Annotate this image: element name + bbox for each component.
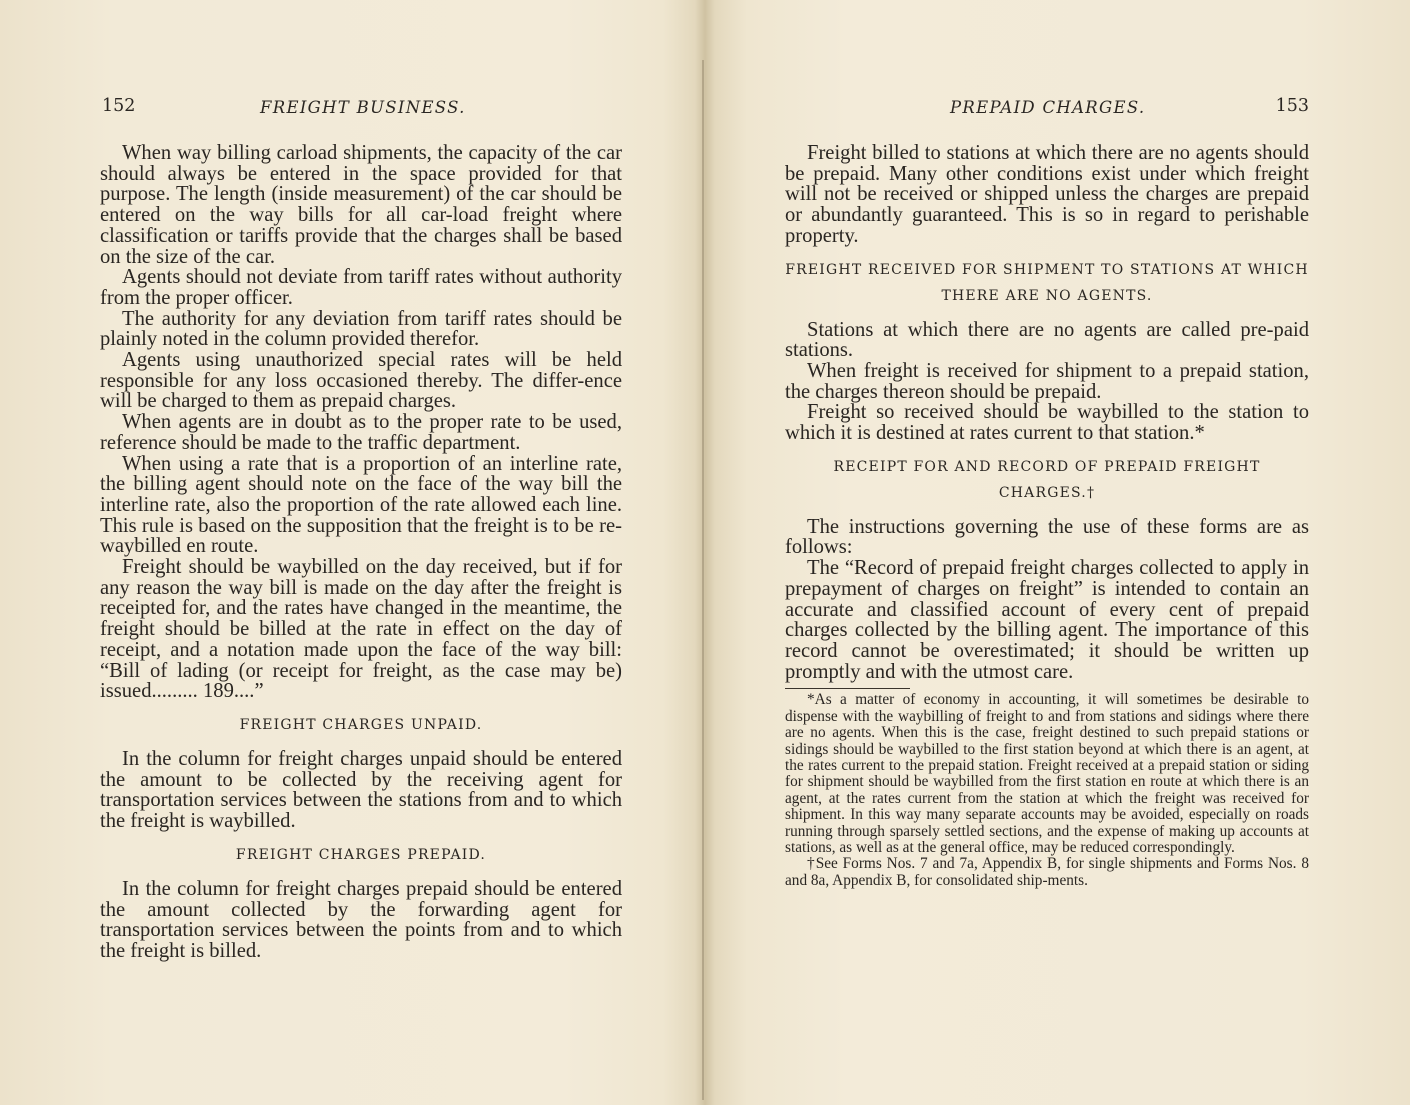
paragraph: When way billing carload shipments, the capacity of the car should always be entered in the space provided for that purpose. The length (inside measurement) of the car should be entered on the way bills for all car-load freight where classification or tariffs provide that the charges shall be based on the size of the car.: [100, 142, 622, 268]
paragraph: The authority for any deviation from tariff rates should be plainly noted in the column provided therefor.: [100, 307, 622, 351]
left-running-head: [100, 96, 622, 122]
section-heading-no-agents: FREIGHT RECEIVED FOR SHIPMENT TO STATIONS AT WHICH THERE ARE NO AGENTS.: [785, 261, 1309, 304]
footnote-star: *As a matter of economy in accounting, it will sometimes be desirable to dispense with the waybilling of freight to and from stations and sidings where there are no agents. When this is the case, freight destined to such prepaid stations or sidings should be waybilled to the first station beyond at which there is an agent, at the rates current to the prepaid station. Freight received at a prepaid station or siding for shipment should be waybilled from the first station en route at which there is an agent, at the rates current from the station at which the freight was received for shipment. In this way many separate accounts may be avoided, especially on roads running through sparsely settled sections, and the expense of making up accounts at stations, as well as at the general office, may be reduced correspondingly.: [785, 691, 1309, 857]
paragraph: When agents are in doubt as to the proper rate to be used, reference should be made to the traffic department.: [100, 411, 622, 454]
left-page: [100, 0, 622, 1105]
paragraph: Stations at which there are no agents are called pre-paid stations.: [785, 318, 1309, 362]
right-running-head: [785, 96, 1309, 122]
paragraph: In the column for freight charges prepaid should be entered the amount collected by the forwarding agent for transportation services between the points from and to which the freight is billed.: [100, 877, 622, 962]
section-heading-receipt: RECEIPT FOR AND RECORD OF PREPAID FREIGHT CHARGES.†: [833, 458, 1261, 501]
left-body-text: [100, 143, 622, 962]
paragraph: Freight billed to stations at which there are no agents should be prepaid. Many other conditions exist under which freight will not be received or shipped unless the charges are prepaid or abundantly guaranteed. This is so in regard to perishable property.: [785, 142, 1309, 247]
paragraph: Freight so received should be waybilled to the station to which it is destined at rates current to that station.*: [785, 401, 1309, 445]
footnote-dagger: †See Forms Nos. 7 and 7a, Appendix B, for single shipments and Forms Nos. 8 and 8a, Appendix B, for consolidated ship-ments.: [785, 855, 1309, 889]
paragraph: In the column for freight charges unpaid should be entered the amount to be collected by the receiving agent for transportation services between the stations from and to which the freight is waybilled.: [100, 747, 622, 833]
paragraph: When using a rate that is a proportion of an interline rate, the billing agent should note on the face of the way bill the interline rate, also the proportion of the rate allowed each line. This rule is based on the supposition that the freight is to be re-waybilled en route.: [100, 452, 622, 558]
left-page-number: 152: [102, 96, 136, 116]
paragraph: Freight should be waybilled on the day received, but if for any reason the way bill is made on the day after the freight is receipted for, and the rates have changed in the meantime, the freight should be billed at the rate in effect on the day of receipt, and a notation made upon the face of the way bill: “Bill of lading (or receipt for freight, as the case may be) issued......... 189....”: [100, 556, 622, 703]
paragraph: When freight is received for shipment to a prepaid station, the charges thereon should be prepaid.: [785, 359, 1309, 403]
paragraph: The “Record of prepaid freight charges collected to apply in prepayment of charges on freight” is intended to contain an accurate and classified account of every cent of prepaid charges collected by the billing agent. The importance of this record cannot be overestimated; it should be written up promptly and with the utmost care.: [785, 557, 1309, 683]
right-body-text: [785, 143, 1309, 889]
left-running-title: FREIGHT BUSINESS.: [260, 98, 466, 117]
paragraph: The instructions governing the use of these forms are as follows:: [785, 515, 1309, 559]
paragraph: Agents using unauthorized special rates will be held responsible for any loss occasioned thereby. The differ-ence will be charged to them as prepaid charges.: [100, 349, 622, 413]
right-page-number: 153: [1275, 96, 1309, 116]
right-page: [785, 0, 1309, 1105]
section-heading-prepaid: FREIGHT CHARGES PREPAID.: [235, 846, 487, 863]
paragraph: Agents should not deviate from tariff rates without authority from the proper officer.: [100, 266, 622, 309]
right-running-title: PREPAID CHARGES.: [950, 98, 1146, 117]
book-gutter: [702, 60, 704, 1100]
footnote-rule: [785, 688, 910, 689]
section-heading-unpaid: FREIGHT CHARGES UNPAID.: [239, 716, 483, 733]
